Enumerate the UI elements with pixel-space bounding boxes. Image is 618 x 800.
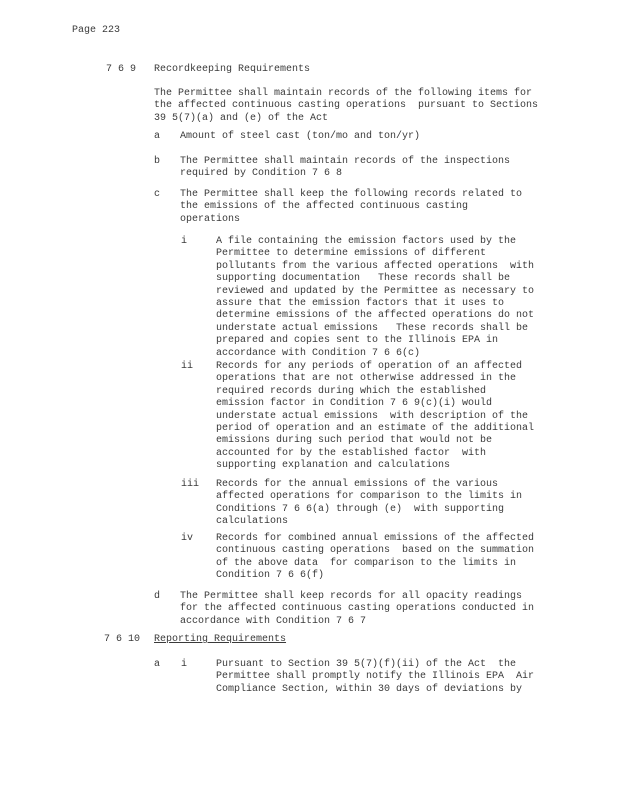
- item-d-label: d: [154, 591, 161, 602]
- page-number: Page 223: [72, 25, 121, 36]
- reporting-item-a-sub-i-label: i: [181, 659, 188, 670]
- item-a-label: a: [154, 131, 161, 142]
- item-c-sub-iii-label: iii: [181, 479, 200, 490]
- item-c-sub-i-text: A file containing the emission factors used by the Permittee to determine emissions of different pollutants from the various affected operations with supporting documentation These records shall be reviewed and updated by the Permittee as necessary to assure that the emission factors that it uses to determine emissions of the affected operations do not understate actual emissions These records shall be prepared and copies sent to the Illinois EPA in accordance with Condition 7 6 6(c): [216, 236, 535, 359]
- item-c-sub-iii-text: Records for the annual emissions of the various affected operations for comparison to the limits in Conditions 7 6 6(a) through (e) with supporting calculations: [216, 479, 523, 528]
- item-c-sub-iv-text: Records for combined annual emissions of the affected continuous casting operations based on the summation of the above data for comparison to the limits in Condition 7 6 6(f): [216, 533, 535, 582]
- section-intro-paragraph: The Permittee shall maintain records of the following items for the affected continuous casting operations pursuant to Sections 39 5(7)(a) and (e) of the Act: [154, 88, 539, 124]
- item-d-text: The Permittee shall keep records for all opacity readings for the affected continuous casting operations conducted in accordance with Condition 7 6 7: [180, 591, 535, 627]
- reporting-item-a-sub-i-text: Pursuant to Section 39 5(7)(f)(ii) of the Act the Permittee shall promptly notify the Illinois EPA Air Compliance Section, within 30 days of deviations by: [216, 659, 535, 695]
- item-c-text: The Permittee shall keep the following records related to the emissions of the affected continuous casting operations: [180, 189, 523, 225]
- item-b-text: The Permittee shall maintain records of the inspections required by Condition 7 6 8: [180, 156, 511, 180]
- item-a-text: Amount of steel cast (ton/mo and ton/yr): [180, 131, 421, 142]
- section-number-reporting: 7 6 10: [104, 634, 141, 645]
- item-b-label: b: [154, 156, 161, 167]
- item-c-label: c: [154, 189, 161, 200]
- item-c-sub-ii-label: ii: [181, 361, 194, 372]
- item-c-sub-ii-text: Records for any periods of operation of an affected operations that are not otherwise addressed in the required records during which the established emission factor in Condition 7 6 9(c)(i) would understate actual emissions with description of the period of operation and an estimate of the additional emissions during such period that would not be accounted for by the established factor with supporting explanation and calculations: [216, 361, 535, 472]
- section-number-recordkeeping: 7 6 9: [106, 64, 137, 75]
- section-title-recordkeeping: Recordkeeping Requirements: [154, 64, 311, 75]
- item-c-sub-i-label: i: [181, 236, 188, 247]
- section-title-reporting: Reporting Requirements: [154, 634, 287, 645]
- reporting-item-a-label: a: [154, 659, 161, 670]
- item-c-sub-iv-label: iv: [181, 533, 194, 544]
